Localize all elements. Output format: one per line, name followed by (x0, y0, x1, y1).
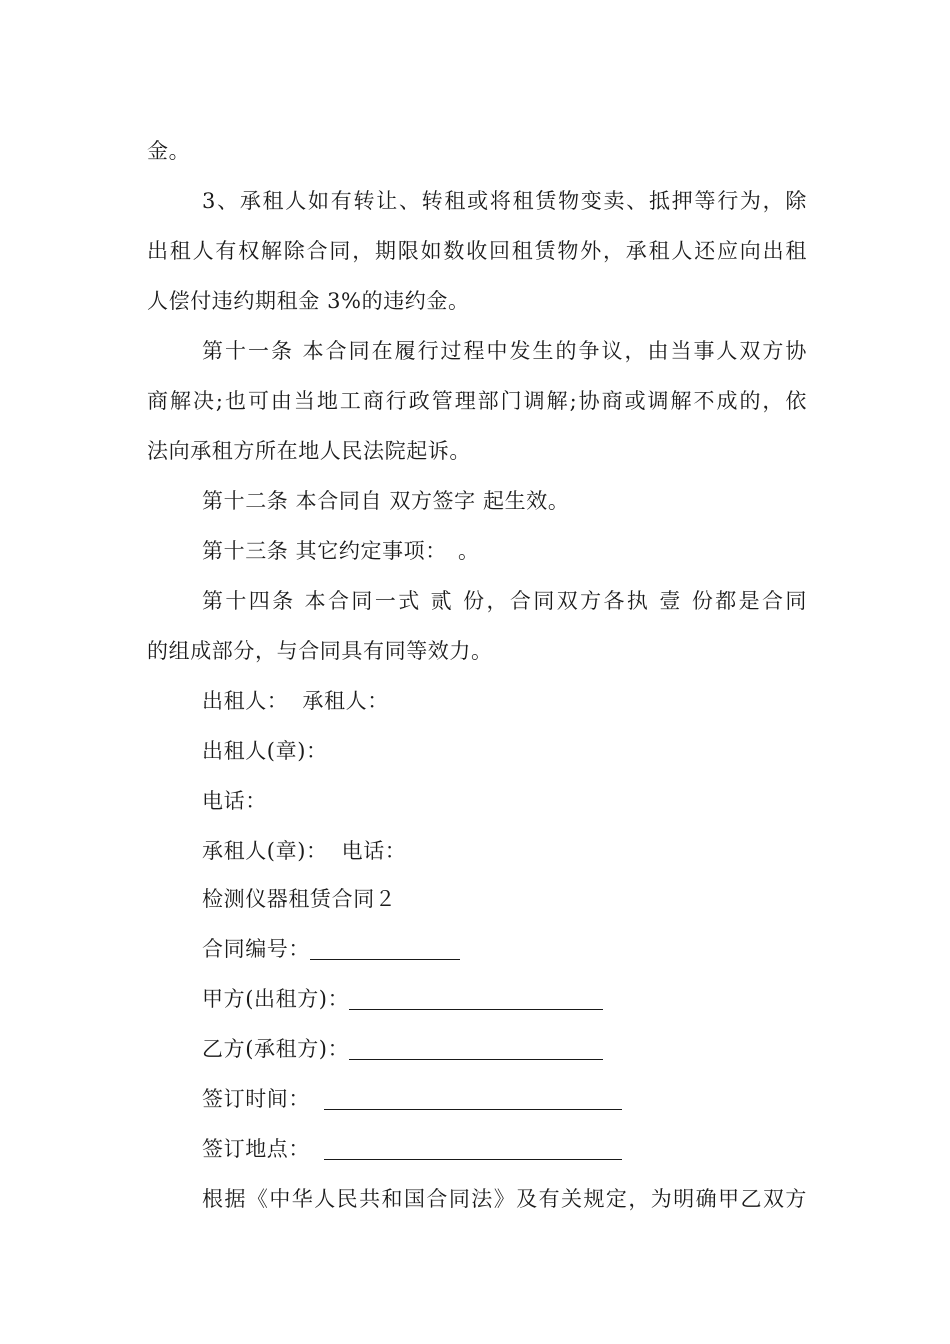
sign-place-label: 签订地点： (202, 1137, 310, 1161)
paragraph-line: 根据《中华人民共和国合同法》及有关规定，为明确甲乙双方 (202, 1187, 807, 1211)
contract-number-blank (310, 939, 460, 960)
sign-time-blank (324, 1089, 622, 1110)
signature-line (202, 686, 807, 716)
paragraph-line: 第十四条 本合同一式 贰 份，合同双方各执 壹 份都是合同 (202, 589, 807, 613)
sign-time-field (202, 1084, 807, 1114)
lessee-label: 承租人： (302, 689, 389, 713)
party-a-blank (349, 989, 603, 1010)
contract-title: 检测仪器租赁合同２ (202, 887, 397, 911)
lessee-seal-label: 承租人(章)： (202, 839, 328, 863)
sign-place-blank (324, 1139, 622, 1160)
paragraph-line: 第十二条 本合同自 双方签字 起生效。 (202, 489, 570, 513)
party-b-label: 乙方(承租方)： (202, 1037, 350, 1061)
paragraph-line: 法向承租方所在地人民法院起诉。 (147, 439, 471, 463)
party-a-field (202, 984, 807, 1014)
party-a-label: 甲方(出租方)： (202, 987, 350, 1011)
contract-number-label: 合同编号： (202, 937, 310, 961)
sign-place-field (202, 1134, 807, 1164)
lessee-seal-line (202, 836, 807, 866)
paragraph-line: 人偿付违约期租金 3%的违约金。 (147, 289, 470, 313)
paragraph-line: 第十一条 本合同在履行过程中发生的争议，由当事人双方协 (202, 339, 807, 363)
paragraph-line: 3、承租人如有转让、转租或将租赁物变卖、抵押等行为，除 (202, 189, 807, 213)
paragraph-line: 商解决;也可由当地工商行政管理部门调解;协商或调解不成的，依 (147, 389, 807, 413)
party-b-field (202, 1034, 807, 1064)
paragraph-line: 的组成部分，与合同具有同等效力。 (147, 639, 493, 663)
lessor-label: 出租人： (202, 689, 289, 713)
phone-label: 电话： (202, 789, 267, 813)
paragraph-line: 出租人有权解除合同，期限如数收回租赁物外，承租人还应向出租 (147, 239, 807, 263)
lessee-phone-label: 电话： (341, 839, 407, 863)
sign-time-label: 签订时间： (202, 1087, 310, 1111)
contract-number-field (202, 934, 807, 964)
party-b-blank (349, 1039, 603, 1060)
lessor-seal-label: 出租人(章)： (202, 739, 328, 763)
paragraph-line: 第十三条 其它约定事项： 。 (202, 539, 480, 563)
paragraph-line: 金。 (147, 139, 191, 163)
